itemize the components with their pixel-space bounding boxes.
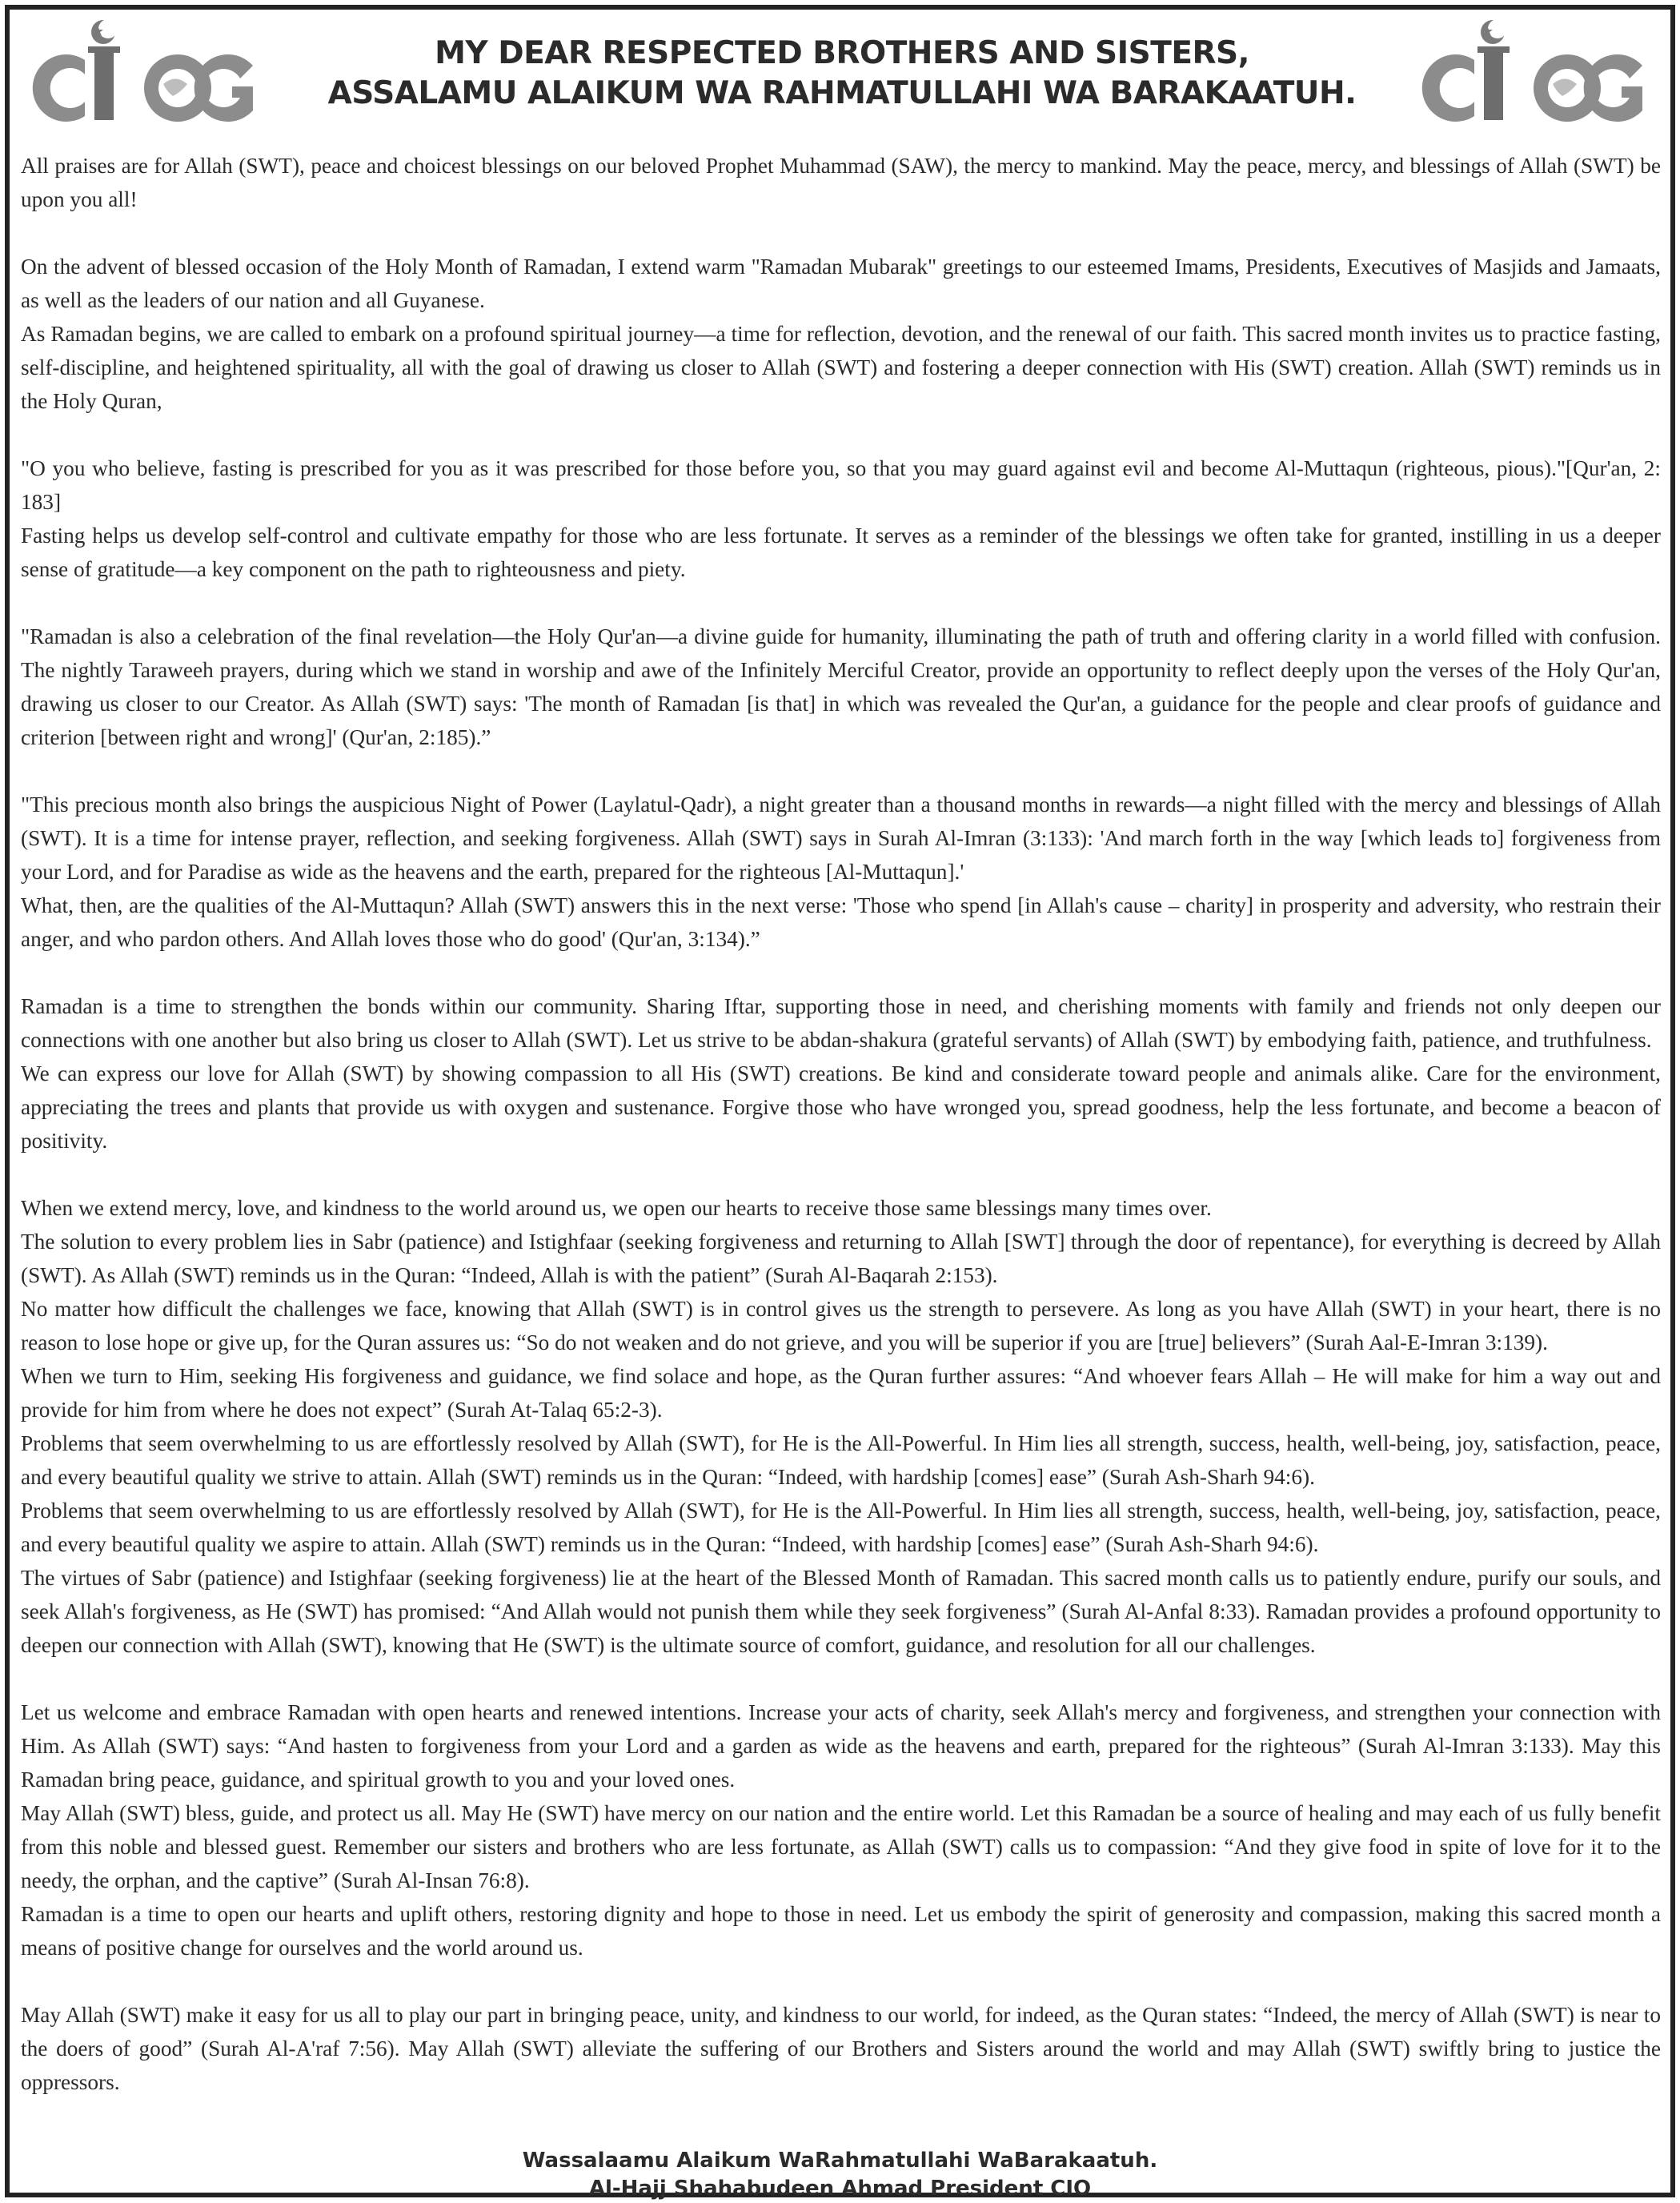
header xyxy=(10,10,1670,138)
title-line-2: ASSALAMU ALAIKUM WA RAHMATULLAHI WA BARAKAATUH. xyxy=(327,75,1357,111)
signoff-signature: Al-Hajj Shahabudeen Ahmad President CIO xyxy=(588,2177,1092,2201)
title-line-1: MY DEAR RESPECTED BROTHERS AND SISTERS, xyxy=(435,35,1249,71)
paragraph-persevere: No matter how difficult the challenges we face, knowing that Allah (SWT) is in control gives us the strength to persevere. As long as you have Allah (SWT) in your heart, there is no reason to lose hope or give up, for the Quran assures us: “So do not weaken and do not grieve, and you will be superior if you are [true] believers” (Surah Aal-E-Imran 3:139). xyxy=(21,1297,1661,1354)
paragraph-bless: May Allah (SWT) bless, guide, and protect us all. May He (SWT) have mercy on our nation and the entire world. Let this Ramadan be a source of healing and may each of us fully benefit from this noble and blessed guest. Remember our sisters and brothers who are less fortunate, as Allah (SWT) calls us to compassion: “And they give food in spite of love for it to the needy, the orphan, and the captive” (Surah Al-Insan 76:8). xyxy=(21,1801,1661,1892)
paragraph-welcome: Let us welcome and embrace Ramadan with open hearts and renewed intentions. Increase your acts of charity, seek Allah's mercy and forgiveness, and strengthen your connection with Him. As Allah (SWT) says: “And hasten to forgiveness from your Lord and a garden as wide as the heavens and earth, prepared for the righteous” (Surah Al-Imran 3:133). May this Ramadan bring peace, guidance, and spiritual growth to you and your loved ones. xyxy=(21,1700,1661,1792)
page-title xyxy=(314,34,1370,114)
paragraph-problems-1: Problems that seem overwhelming to us are effortlessly resolved by Allah (SWT), for He is the All-Powerful. In Him lies all strength, success, health, well-being, joy, satisfaction, peace, and every beautiful quality we strive to attain. Allah (SWT) reminds us in the Quran: “Indeed, with hardship [comes] ease” (Surah Ash-Sharh 94:6). xyxy=(21,1431,1661,1489)
paragraph-problems-2: Problems that seem overwhelming to us are effortlessly resolved by Allah (SWT), for He is the All-Powerful. In Him lies all strength, success, health, well-being, joy, satisfaction, peace, and every beautiful quality we aspire to attain. Allah (SWT) reminds us in the Quran: “Indeed, with hardship [comes] ease” (Surah Ash-Sharh 94:6). xyxy=(21,1499,1661,1556)
paragraph-closing: May Allah (SWT) make it easy for us all to play our part in bringing peace, unity, and kindness to our world, for indeed, as the Quran states: “Indeed, the mercy of Allah (SWT) is near to the doers of good” (Surah Al-A'raf 7:56). May Allah (SWT) alleviate the suffering of our Brothers and Sisters around the world and may Allah (SWT) swiftly bring to justice the oppressors. xyxy=(21,2003,1661,2094)
signoff-greeting: Wassalaamu Alaikum WaRahmatullahi WaBarakaatuh. xyxy=(522,2149,1158,2173)
paragraph-greetings: On the advent of blessed occasion of the Holy Month of Ramadan, I extend warm "Ramadan Mubarak" greetings to our esteemed Imams, Presidents, Executives of Masjids and Jamaats, as well as the leaders of our nation and all Guyanese. xyxy=(21,255,1661,312)
paragraph-journey: As Ramadan begins, we are called to embark on a profound spiritual journey—a time for reflection, devotion, and the renewal of our faith. This sacred month invites us to practice fasting, self-discipline, and heightened spirituality, all with the goal of drawing us closer to Allah (SWT) and fostering a deeper connection with His (SWT) creation. Allah (SWT) reminds us in the Holy Quran, xyxy=(21,322,1661,413)
paragraph-uplift: Ramadan is a time to open our hearts and uplift others, restoring dignity and hope to those in need. Let us embody the spirit of generosity and compassion, making this sacred month a means of positive change for ourselves and the world around us. xyxy=(21,1902,1661,1960)
paragraph-mercy: When we extend mercy, love, and kindness to the world around us, we open our hearts to receive those same blessings many times over. xyxy=(21,1196,1212,1220)
paragraph-fasting: Fasting helps us develop self-control and cultivate empathy for those who are less fortunate. It serves as a reminder of the blessings we often take for granted, instilling in us a deeper sense of gratitude—a key component on the path to righteousness and piety. xyxy=(21,524,1661,581)
paragraph-community: Ramadan is a time to strengthen the bonds within our community. Sharing Iftar, supporting those in need, and cherishing moments with family and friends not only deepen our connections with one another but also bring us closer to Allah (SWT). Let us strive to be abdan-shakura (grateful servants) of Allah (SWT) by embodying faith, patience, and truthfulness. xyxy=(21,994,1661,1052)
logo-text-left: CIOG xyxy=(27,16,30,17)
ciog-logo-right xyxy=(1417,16,1649,124)
letter-body xyxy=(21,149,1661,2099)
ciog-logo-left xyxy=(27,16,259,124)
signoff xyxy=(10,2147,1670,2203)
paragraph-laylatul-qadr: "This precious month also brings the auspicious Night of Power (Laylatul-Qadr), a night greater than a thousand months in rewards—a night filled with the mercy and blessings of Allah (SWT). It is a time for intense prayer, reflection, and seeking forgiveness. Allah (SWT) says in Surah Al-Imran (3:133): 'And march forth in the way [which leads to] forgiveness from your Lord, and for Paradise as wide as the heavens and the earth, prepared for the righteous [Al-Muttaqun].' xyxy=(21,793,1661,884)
paragraph-virtues: The virtues of Sabr (patience) and Istighfaar (seeking forgiveness) lie at the heart of the Blessed Month of Ramadan. This sacred month calls us to patiently endure, purify our souls, and seek Allah's forgiveness, as He (SWT) has promised: “And Allah would not punish them while they seek forgiveness” (Surah Al-Anfal 8:33). Ramadan provides a profound opportunity to deepen our connection with Allah (SWT), knowing that He (SWT) is the ultimate source of comfort, guidance, and resolution for all our challenges. xyxy=(21,1566,1661,1657)
paragraph-quran-2-183: "O you who believe, fasting is prescribed for you as it was prescribed for those before you, so that you may guard against evil and become Al-Muttaqun (righteous, pious)."[Qur'an, 2: 183] xyxy=(21,456,1661,514)
paragraph-muttaqun: What, then, are the qualities of the Al-Muttaqun? Allah (SWT) answers this in the next verse: 'Those who spend [in Allah's cause – charity] in prosperity and adversity, who restrain their anger, and who pardon others. And Allah loves those who do good' (Qur'an, 3:134).” xyxy=(21,893,1661,951)
paragraph-revelation: "Ramadan is also a celebration of the final revelation—the Holy Qur'an—a divine guide for humanity, illuminating the path of truth and offering clarity in a world filled with confusion. The nightly Taraweeh prayers, during which we stand in worship and awe of the Infinitely Merciful Creator, provide an opportunity to reflect deeply upon the verses of the Holy Qur'an, drawing us closer to our Creator. As Allah (SWT) says: 'The month of Ramadan [is that] in which was revealed the Qur'an, a guidance for the people and clear proofs of guidance and criterion [between right and wrong]' (Qur'an, 2:185).” xyxy=(21,624,1661,749)
paragraph-solace: When we turn to Him, seeking His forgiveness and guidance, we find solace and hope, as the Quran further assures: “And whoever fears Allah – He will make for him a way out and provide for him from where he does not expect” (Surah At-Talaq 65:2-3). xyxy=(21,1364,1661,1422)
paragraph-praises: All praises are for Allah (SWT), peace and choicest blessings on our beloved Prophet Muhammad (SAW), the mercy to mankind. May the peace, mercy, and blessings of Allah (SWT) be upon you all! xyxy=(21,154,1661,211)
page-frame xyxy=(5,5,1675,2201)
paragraph-sabr: The solution to every problem lies in Sabr (patience) and Istighfaar (seeking forgiveness and returning to Allah [SWT] through the door of repentance), for everything is decreed by Allah (SWT). As Allah (SWT) reminds us in the Quran: “Indeed, Allah is with the patient” (Surah Al-Baqarah 2:153). xyxy=(21,1230,1661,1287)
paragraph-compassion: We can express our love for Allah (SWT) by showing compassion to all His (SWT) creations. Be kind and considerate toward people and animals alike. Care for the environment, appreciating the trees and plants that provide us with oxygen and sustenance. Forgive those who have wronged you, spread goodness, help the less fortunate, and become a beacon of positivity. xyxy=(21,1061,1661,1153)
